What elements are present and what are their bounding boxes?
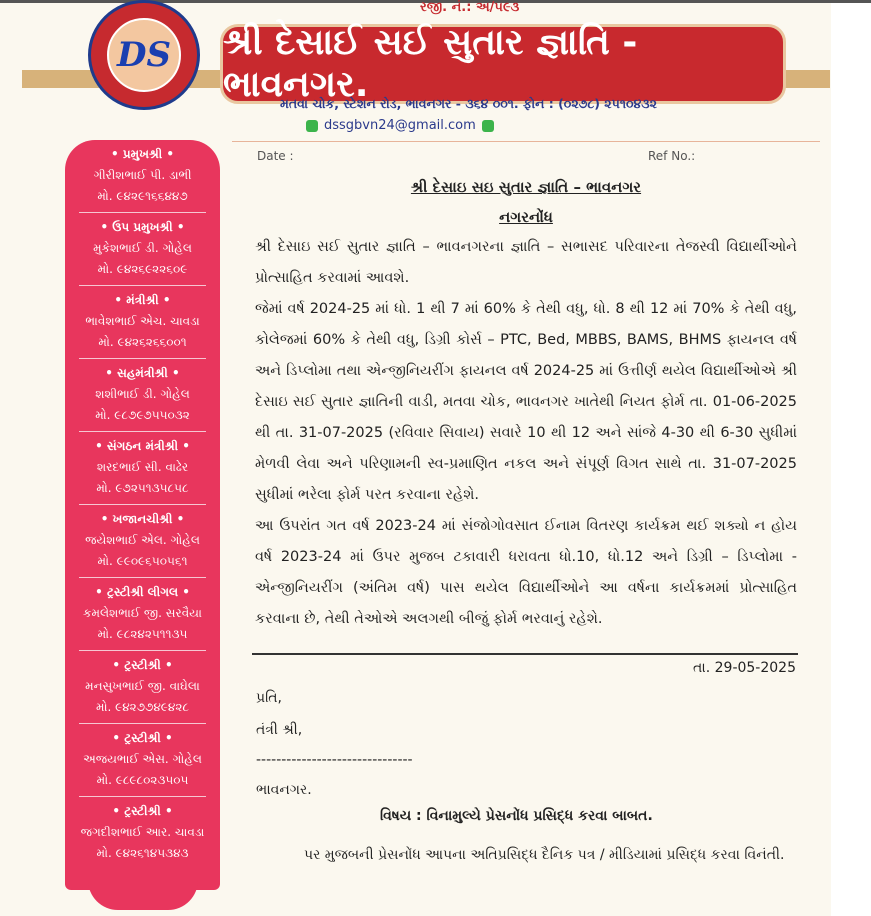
- bearer-name: અજયભાઈ એસ. ગોહેલ: [83, 752, 202, 766]
- office-bearers-sidebar: [65, 140, 220, 890]
- bearer-name: જયેશભાઈ એલ. ગોહેલ: [85, 533, 200, 547]
- city: ભાવનગર.: [256, 782, 312, 798]
- office-bearer-entry: [79, 286, 206, 359]
- sidebar-ornament: [88, 880, 198, 910]
- section-divider: [252, 653, 798, 655]
- registration-number: રજી. નં.: અ/૫૯૩: [420, 0, 520, 15]
- paragraph: શ્રી દેસાઇ સઈ સુતાર જ્ઞાતિ – ભાવનગરના જ્ઞાતિ – સભાસદ પરિવારના તેજસ્વી વિદ્યાર્થીઓને પ્રોત્સાહિત કરવામાં આવશે.: [255, 239, 797, 286]
- bearer-phone: મો. ૯૪૨૬૧૪૫૩૪૩: [96, 846, 189, 860]
- bearer-name: શરદભાઈ સી. વાઢેર: [96, 460, 189, 474]
- bearer-phone: મો. ૯૪૨૬૯૨૨૬૦૯: [97, 262, 188, 276]
- bearer-name: મુકેશભાઈ ડી. ગોહેલ: [93, 241, 192, 255]
- address: મતવા ચોક, સ્ટેશન રોડ, ભાવનગર - ૩૬૪ ૦૦૧. ફોન : (૦૨૭૮) ૨૫૧૦૪૩૨: [280, 96, 657, 111]
- paragraph: જેમાં વર્ષ 2024-25 માં ધો. 1 થી 7 માં 60% કે તેથી વધુ, ધો. 8 થી 12 માં 70% કે તેથી વધુ, કોલેજમાં 60% કે તેથી વધુ, ડિગ્રી કોર્સ – PTC, Bed, MBBS, BAMS, BHMS ફાયનલ વર્ષ અને ડિપ્લોમા તથા એન્જીનિયરીંગ ફાયનલ વર્ષ 2024-25 માં ઉત્તીર્ણ થયેલ વિદ્યાર્થીઓએ શ્રી દેસાઇ સઈ સુતાર જ્ઞાતિની વાડી, મતવા ચોક, ભાવનગર ખાતેથી નિયત ફોર્મ તા. 01-06-2025 થી તા. 31-07-2025 (રવિવાર સિવાય) સવારે 10 થી 12 અને સાંજે 4-30 થી 6-30 સુધીમાં મેળવી લેવા અને પરિણામની સ્વ-પ્રમાણિત નકલ અને સંપૂર્ણ વિગત સાથે તા. 31-07-2025 સુધીમાં ભરેલા ફોર્મ પરત કરવાના રહેશે.: [255, 301, 797, 503]
- bearer-phone: મો. ૯૪૨૭૭૪૯૪૨૮: [96, 700, 189, 714]
- press-note-body: [255, 178, 797, 635]
- logo-monogram-icon: DS: [107, 18, 181, 92]
- bearer-phone: મો. ૯૮૭૯૭૫૫૦૩૨: [95, 408, 190, 422]
- salutation-to: પ્રતિ,: [256, 690, 282, 706]
- bearer-phone: મો. ૯૯૦૯૬૫૦૫૬૧: [97, 554, 188, 568]
- ref-no-label: Ref No.:: [648, 149, 696, 163]
- bearer-name: જગદીશભાઈ આર. ચાવડા: [80, 825, 205, 839]
- bearer-name: કમલેશભાઈ જી. સરવૈયા: [83, 606, 202, 620]
- office-bearer-entry: [79, 578, 206, 651]
- bearer-phone: મો. ૯૮૯૮૦૨૩૫૦૫: [96, 773, 189, 787]
- bearer-role: • ટ્રસ્ટીશ્રી •: [112, 804, 173, 818]
- bearer-phone: મો. ૯૮૨૪૨૫૧૧૩૫: [97, 627, 188, 641]
- bearer-role: • ખજાનચીશ્રી •: [100, 512, 185, 526]
- office-bearer-entry: [79, 724, 206, 797]
- bearer-role: • પ્રમુખશ્રી •: [110, 147, 175, 161]
- office-bearer-entry: [79, 651, 206, 724]
- bearer-phone: મો. ૯૪૨૯૧૬૬૪૪૭: [97, 189, 188, 203]
- bearer-name: મનસુખભાઈ જી. વાઘેલા: [85, 679, 200, 693]
- bearer-role: • મંત્રીશ્રી •: [114, 293, 171, 307]
- bearer-role: • ટ્રસ્ટીશ્રી લીગલ •: [95, 585, 190, 599]
- bearer-role: • ઉપ પ્રમુખશ્રી •: [100, 220, 185, 234]
- contact-email: [306, 118, 494, 133]
- office-bearer-entry: [79, 140, 206, 213]
- office-bearer-entry: [79, 797, 206, 870]
- bearer-phone: મો. ૯૪૨૬૨૬૬૦૦૧: [98, 335, 187, 349]
- bearer-role: • સંગઠન મંત્રીશ્રી •: [95, 439, 190, 453]
- bearer-role: • ટ્રસ્ટીશ્રી •: [112, 658, 173, 672]
- whatsapp-icon: [482, 120, 494, 132]
- office-bearer-entry: [79, 213, 206, 286]
- office-bearer-entry: [79, 432, 206, 505]
- doc-subtitle: નગરનોંધ: [499, 208, 553, 226]
- email-icon: [306, 120, 318, 132]
- bearer-role: • સહમંત્રીશ્રી •: [105, 366, 180, 380]
- bearer-role: • ટ્રસ્ટીશ્રી •: [112, 731, 173, 745]
- bearer-name: ભાવેશભાઈ એચ. ચાવડા: [85, 314, 200, 328]
- bearer-name: શશીભાઈ ડી. ગોહેલ: [95, 387, 190, 401]
- doc-title: શ્રી દેસાઇ સઇ સુતાર જ્ઞાતિ – ભાવનગર: [410, 178, 642, 196]
- email-text[interactable]: dssgbvn24@gmail.com: [324, 118, 476, 133]
- organization-logo: [88, 0, 200, 110]
- office-bearer-entry: [79, 359, 206, 432]
- office-bearer-entry: [79, 505, 206, 578]
- bearer-phone: મો. ૯૭૨૫૧૩૫૮૫૮: [96, 481, 189, 495]
- header-rule: [232, 141, 820, 142]
- date-label: Date :: [257, 149, 294, 163]
- subject-line: વિષય : વિનામુલ્યે પ્રેસનોંધ પ્રસિદ્ધ કરવા બાબત.: [380, 808, 653, 824]
- bearer-name: ગીરીશભાઈ પી. ડાભી: [93, 168, 192, 182]
- paragraph: આ ઉપરાંત ગત વર્ષ 2023-24 માં સંજોગોવસાત ઈનામ વિતરણ કાર્યક્રમ થઈ શક્યો ન હોય વર્ષ 2023-24 માં ઉપર મુજબ ટકાવારી ધરાવતા ધો.10, ધો.12 અને ડિગ્રી – ડિપ્લોમા - એન્જીનિયરીંગ (અંતિમ વર્ષ) પાસ થયેલ વિદ્યાર્થીઓને આ વર્ષના કાર્યક્રમમાં પ્રોત્સાહિત કરવાના છે, તેથી તેઓએ અલગથી બીજું ફોર્મ ભરવાનું રહેશે.: [255, 518, 797, 627]
- blank-line: -------------------------------: [256, 752, 413, 768]
- page-margin: [831, 3, 871, 916]
- document-date: તા. 29-05-2025: [693, 660, 796, 676]
- organization-title: શ્રી દેસાઈ સઈ સુતાર જ્ઞાતિ - ભાવનગર.: [220, 24, 786, 104]
- closing-request: પર મુજબની પ્રેસનોંધ આપના અતિપ્રસિદ્ધ દૈનિક પત્ર / મીડિયામાં પ્રસિદ્ધ કરવા વિનંતી.: [304, 847, 785, 863]
- salutation-editor: તંત્રી શ્રી,: [256, 722, 303, 738]
